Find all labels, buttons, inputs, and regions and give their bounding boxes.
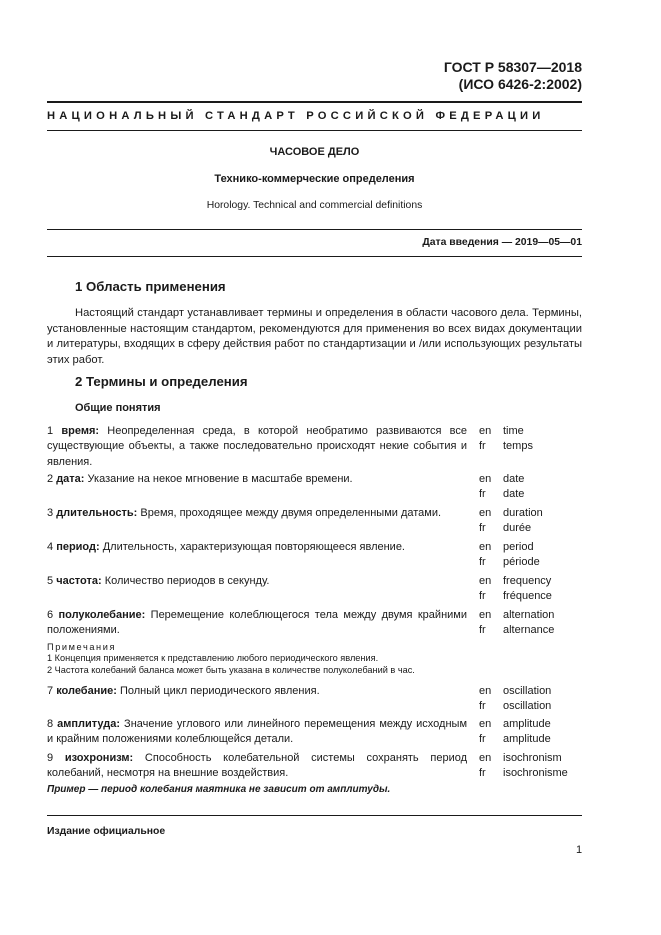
notes-block [47, 642, 415, 676]
term-5-equivalents: frequency fréquence [503, 575, 552, 603]
term-8: 8 амплитуда: Значение углового или линейного перемещения между исходным и крайним положениями колеблющейся детали. [47, 718, 468, 746]
example-text: Пример — период колебания маятника не зависит от амплитуды. [47, 784, 391, 795]
term-5-name: частота: [56, 575, 102, 587]
standard-number-block [444, 59, 582, 93]
term-1: 1 время: Неопределенная среда, в которой необратимо развиваются все существующие объекты, а также последовательно происходят некие события и явления. [47, 425, 468, 468]
term-3: 3 длительность: Время, проходящее между двумя определенными датами. [47, 507, 442, 519]
note-1: 1 Концепция применяется к представлению любого периодического явления. [47, 653, 379, 664]
top-rule-thin [47, 130, 582, 131]
term-3-equivalents: duration durée [503, 507, 543, 535]
term-9-lang-codes: en fr [479, 752, 492, 780]
section-1-text: Настоящий стандарт устанавливает термины и определения в области часового дела. Термины, установленные настоящим стандартом, рекомендуются для применения во всех видах документации и литературы, входящих в сферу действия работ по стандартизации и /или использующих результаты этих работ. [47, 307, 582, 366]
term-2-lang-codes: en fr [479, 473, 492, 501]
term-7-definition: Полный цикл периодического явления. [119, 685, 320, 697]
term-7-name: колебание: [56, 685, 117, 697]
section-1-heading: 1 Область применения [75, 279, 226, 294]
section-2-heading: 2 Термины и определения [75, 374, 248, 389]
term-4-equivalents: period période [503, 541, 540, 569]
term-6-name: полуколебание: [58, 609, 146, 621]
term-6-equivalents: alternation alternance [503, 609, 555, 637]
term-9-name: изохронизм: [64, 752, 134, 764]
term-3-lang-codes: en fr [479, 507, 492, 535]
term-9-definition: Способность колебательной системы сохранять период колебаний, несмотря на внешние воздействия. [47, 752, 468, 780]
term-5: 5 частота: Количество периодов в секунду. [47, 575, 270, 587]
term-8-definition: Значение углового или линейного перемещения между исходным и крайним положениями колеблющейся детали. [47, 718, 468, 746]
term-1-lang-codes: en fr [479, 425, 492, 453]
date-rule [47, 229, 582, 230]
term-3-definition: Время, проходящее между двумя определенными датами. [140, 507, 442, 519]
term-9: 9 изохронизм: Способность колебательной системы сохранять период колебаний, несмотря на внешние воздействия. [47, 752, 468, 780]
document-title-english: Horology. Technical and commercial definitions [206, 200, 423, 211]
term-3-name: длительность: [56, 507, 138, 519]
term-8-equivalents: amplitude amplitude [503, 718, 551, 746]
page-number: 1 [576, 844, 583, 856]
term-5-lang-codes: en fr [479, 575, 492, 603]
date-rule-bottom [47, 256, 582, 257]
top-rule-thick [47, 101, 582, 103]
national-standard-title: НАЦИОНАЛЬНЫЙ СТАНДАРТ РОССИЙСКОЙ ФЕДЕРАЦИИ [47, 110, 545, 122]
term-4-definition: Длительность, характеризующая повторяющееся явление. [102, 541, 405, 553]
official-edition-label: Издание официальное [47, 826, 166, 837]
term-8-name: амплитуда: [57, 718, 121, 730]
term-8-lang-codes: en fr [479, 718, 492, 746]
term-6: 6 полуколебание: Перемещение колеблющегося тела между двумя крайними положениями. [47, 609, 467, 637]
term-1-definition: Неопределенная среда, в которой необратимо развиваются все существующие объекты, а также последовательно происходят некие события и явления. [47, 425, 468, 468]
introduction-date: Дата введения — 2019—05—01 [422, 237, 582, 248]
term-1-equivalents: time temps [503, 425, 533, 453]
term-6-definition: Перемещение колеблющегося тела между двумя крайними положениями. [47, 609, 467, 637]
term-7-lang-codes: en fr [479, 685, 492, 713]
term-1-name: время: [61, 425, 100, 437]
iso-number: (ИСО 6426-2:2002) [458, 76, 582, 92]
document-subtitle: Технико-коммерческие определения [214, 173, 415, 185]
term-4-lang-codes: en fr [479, 541, 492, 569]
term-2: 2 дата: Указание на некое мгновение в масштабе времени. [47, 473, 353, 485]
term-4: 4 период: Длительность, характеризующая повторяющееся явление. [47, 541, 405, 553]
standard-number: ГОСТ Р 58307—2018 [443, 59, 582, 75]
term-7-equivalents: oscillation oscillation [503, 685, 552, 713]
term-2-definition: Указание на некое мгновение в масштабе времени. [87, 473, 353, 485]
term-6-lang-codes: en fr [479, 609, 492, 637]
footer-rule [47, 815, 582, 816]
term-7: 7 колебание: Полный цикл периодического явления. [47, 685, 320, 697]
note-2: 2 Частота колебаний баланса может быть указана в количестве полуколебаний в час. [47, 664, 415, 675]
notes-label: Примечания [47, 642, 117, 652]
term-5-definition: Количество периодов в секунду. [104, 575, 270, 587]
term-2-name: дата: [56, 473, 85, 485]
term-9-equivalents: isochronism isochronisme [503, 752, 568, 780]
document-title: ЧАСОВОЕ ДЕЛО [269, 146, 360, 158]
term-4-name: период: [56, 541, 100, 553]
section-2-subheading: Общие понятия [75, 402, 161, 414]
term-2-equivalents: date date [503, 473, 525, 501]
